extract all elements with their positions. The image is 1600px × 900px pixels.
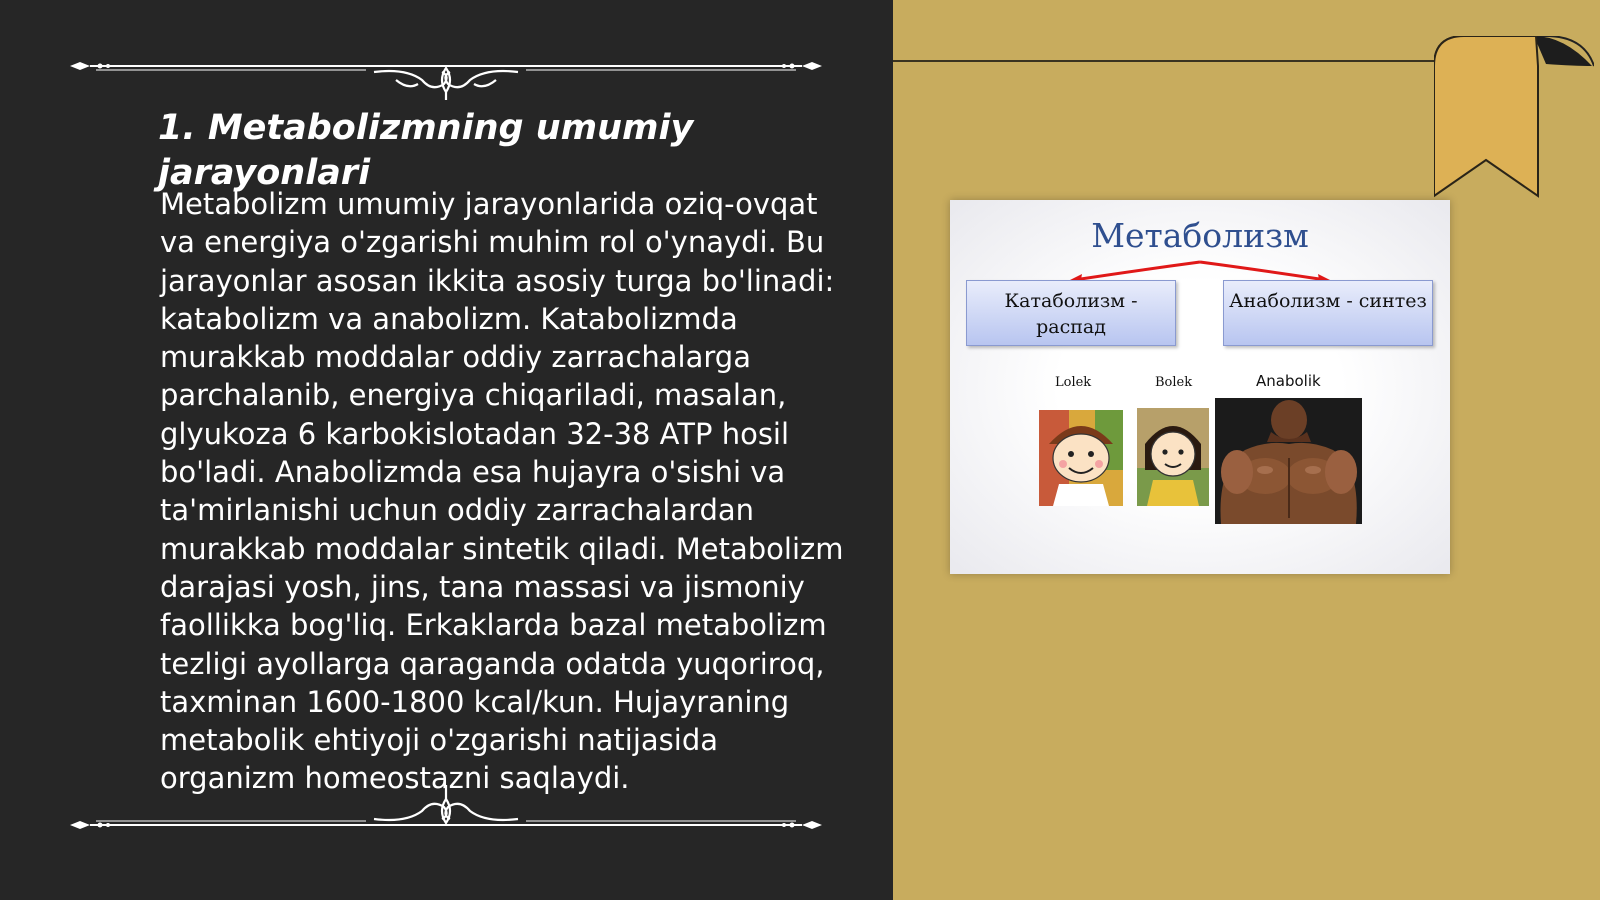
bolek-caption: Bolek [1155,375,1193,390]
top-ornament-icon [66,40,826,100]
bolek-cartoon-image [1137,408,1209,506]
lolek-caption: Lolek [1055,375,1092,390]
diagram-title: Метаболизм [1091,216,1309,255]
slide-title: 1. Metabolizmning umumiy jarayonlari [158,108,694,193]
decorative-line [893,60,1436,62]
metabolism-diagram [950,200,1450,574]
anabolism-box: Анаболизм - синтез [1223,280,1433,346]
lolek-cartoon-image [1039,410,1123,506]
catabolism-box: Катаболизм - распад [966,280,1176,346]
slide-body-text: Metabolizm umumiy jarayonlarida oziq-ovqat va energiya o'zgarishi muhim rol o'ynaydi. Bu jarayonlar asosan ikkita asosiy turga bo'linadi: katabolizm va anabolizm. Katabolizmda murakkab moddalar oddiy zarrachalarga parchalanib, energiya chiqariladi, masalan, glyukoza 6 karbokislotadan 32-38 ATP hosil bo'ladi. Anabolizmda esa hujayra o'sishi va ta'mirlanishi uchun oddiy zarrachalardan murakkab moddalar sintetik qiladi. Metabolizm darajasi yosh, jins, tana massasi va jismoniy faollikka bog'liq. Erkaklarda bazal metabolizm tezligi ayollarga qaraganda odatda yuqoriroq, taxminan 1600-1800 kcal/kun. Hujayraning metabolik ehtiyoji o'zgarishi natijasida organizm homeostazni saqlaydi. [160,187,844,796]
anabolik-caption: Anabolik [1256,372,1321,390]
bodybuilder-image [1215,398,1362,524]
bookmark-icon [1434,36,1594,206]
